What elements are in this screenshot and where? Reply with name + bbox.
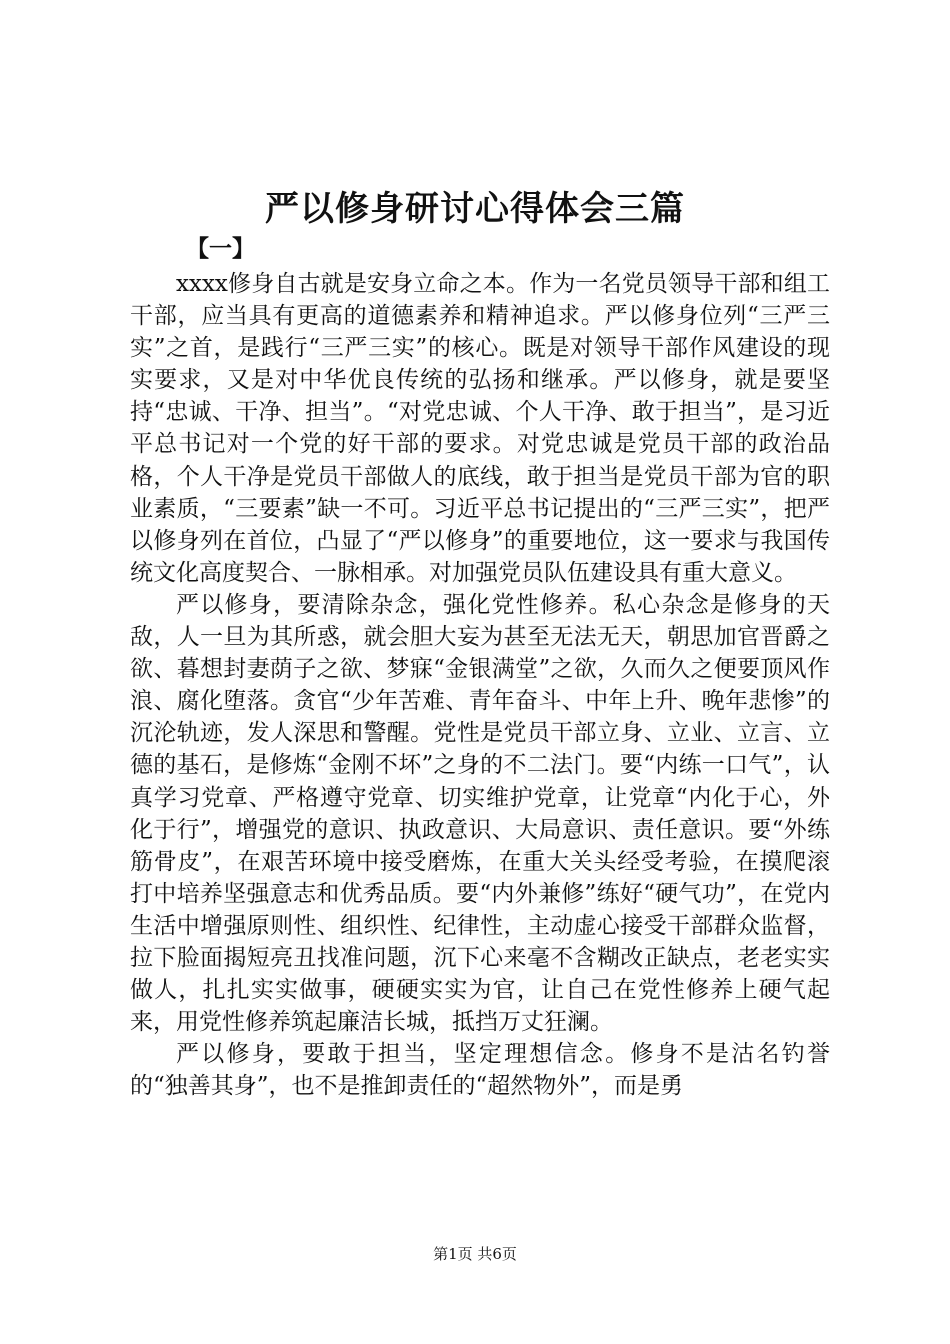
section-heading: 【一】 (186, 235, 255, 262)
paragraph-1: xxxx修身自古就是安身立命之本。作为一名党员领导干部和组工干部，应当具有更高的道德素养和精神追求。严以修身位列“三严三实”之首，是践行“三严三实”的核心。既是对领导干部作风建设的现实要求，又是对中华优良传统的弘扬和继承。严以修身，就是要坚持“忠诚、干净、担当”。“对党忠诚、个人干净、敢于担当”，是习近平总书记对一个党的好干部的要求。对党忠诚是党员干部的政治品格，个人干净是党员干部做人的底线，敢于担当是党员干部为官的职业素质，“三要素”缺一不可。习近平总书记提出的“三严三实”，把严以修身列在首位，凸显了“严以修身”的重要地位，这一要求与我国传统文化高度契合、一脉相承。对加强党员队伍建设具有重大意义。 (130, 271, 830, 586)
document-body (130, 268, 830, 1102)
paragraph-3: 严以修身，要敢于担当，坚定理想信念。修身不是沽名钓誉的“独善其身”，也不是推卸责任的“超然物外”，而是勇 (130, 1041, 830, 1100)
page-footer: 第1页 共6页 (433, 1245, 517, 1263)
document-title: 严以修身研讨心得体会三篇 (265, 189, 685, 229)
paragraph-2: 严以修身，要清除杂念，强化党性修养。私心杂念是修身的天敌，人一旦为其所惑，就会胆大妄为甚至无法无天，朝思加官晋爵之欲、暮想封妻荫子之欲、梦寐“金银满堂”之欲，久而久之便要顶风作浪、腐化堕落。贪官“少年苦难、青年奋斗、中年上升、晚年悲惨”的沉沦轨迹，发人深思和警醒。党性是党员干部立身、立业、立言、立德的基石，是修炼“金刚不坏”之身的不二法门。要“内练一口气”，认真学习党章、严格遵守党章、切实维护党章，让党章“内化于心，外化于行”，增强党的意识、执政意识、大局意识、责任意识。要“外练筋骨皮”，在艰苦环境中接受磨炼，在重大关头经受考验，在摸爬滚打中培养坚强意志和优秀品质。要“内外兼修”练好“硬气功”，在党内生活中增强原则性、组织性、纪律性，主动虚心接受干部群众监督，拉下脸面揭短亮丑找准问题，沉下心来毫不含糊改正缺点，老老实实做人，扎扎实实做事，硬硬实实为官，让自己在党性修养上硬气起来，用党性修养筑起廉洁长城，抵挡万丈狂澜。 (130, 591, 830, 1036)
